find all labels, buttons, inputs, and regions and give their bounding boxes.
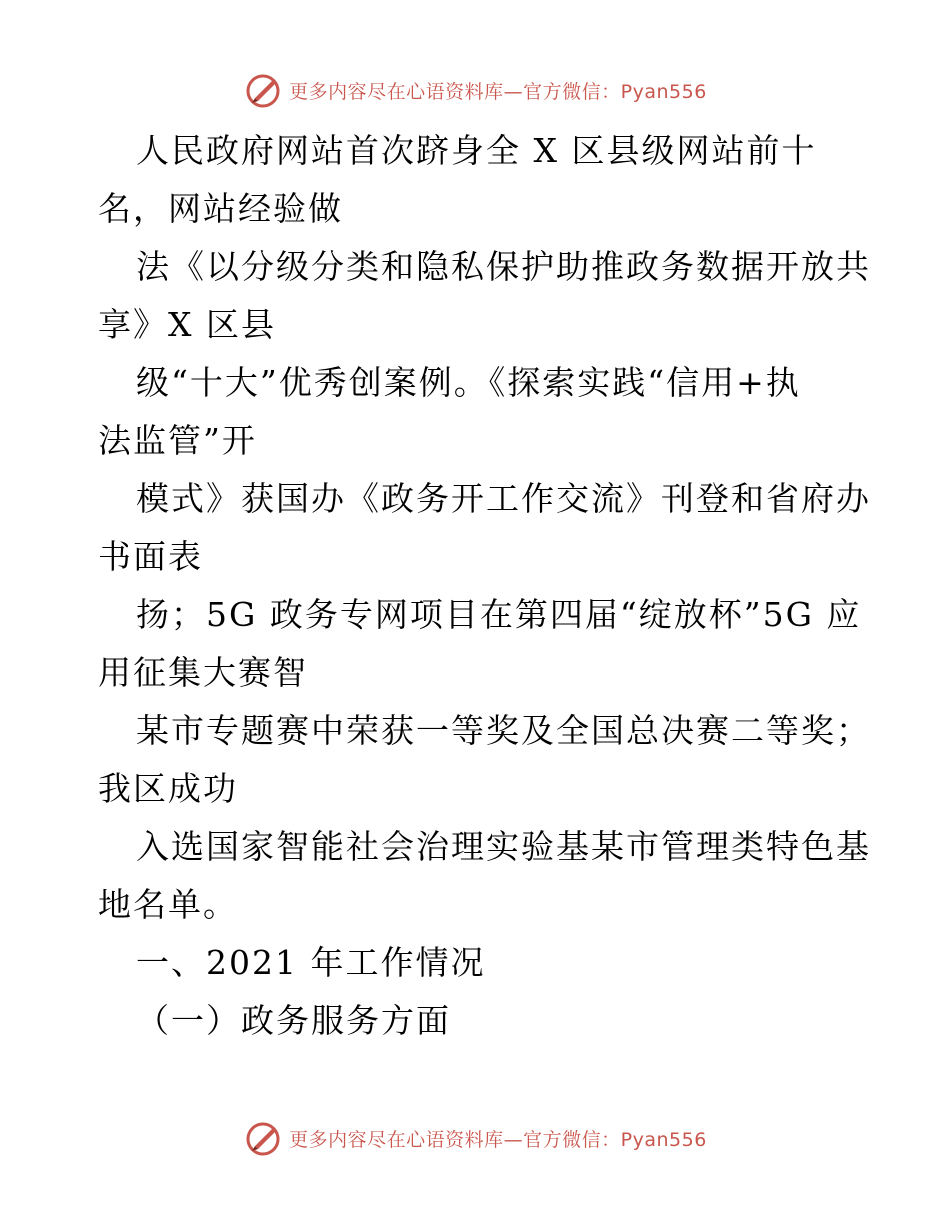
text-line: 人民政府网站首次跻身全 X 区县级网站前十	[136, 131, 817, 170]
text-line: 级“十大”优秀创案例。《探索实践“信用+执	[136, 363, 801, 402]
text-line: 我区成功	[98, 769, 238, 808]
text-line: 入选国家智能社会治理实验基某市管理类特色基	[136, 827, 871, 866]
text-line: 模式》获国办《政务开工作交流》刊登和省府办	[136, 479, 871, 518]
text-line: 书面表	[98, 537, 203, 576]
footer-watermark	[0, 1116, 950, 1160]
brand-logo-icon	[243, 1118, 283, 1158]
subsection-heading: （一）政务服务方面	[136, 1001, 451, 1040]
text-line: 享》X 区县	[98, 305, 276, 344]
text-line: 法《以分级分类和隐私保护助推政务数据开放共	[136, 247, 871, 286]
text-line: 名，网站经验做	[98, 189, 343, 228]
section-heading: 一、2021 年工作情况	[136, 943, 486, 982]
header-watermark	[0, 68, 950, 112]
text-line: 地名单。	[98, 885, 238, 924]
text-line: 某市专题赛中荣获一等奖及全国总决赛二等奖；	[136, 711, 871, 750]
footer-watermark-text: 更多内容尽在心语资料库—官方微信：Pyan556	[289, 1128, 707, 1151]
text-line: 扬；5G 政务专网项目在第四届“绽放杯”5G 应	[136, 595, 862, 634]
text-line: 法监管”开	[98, 421, 257, 460]
header-watermark-text: 更多内容尽在心语资料库—官方微信：Pyan556	[289, 80, 707, 103]
brand-logo-icon	[243, 70, 283, 110]
document-body	[98, 122, 871, 1050]
text-line: 用征集大赛智	[98, 653, 308, 692]
